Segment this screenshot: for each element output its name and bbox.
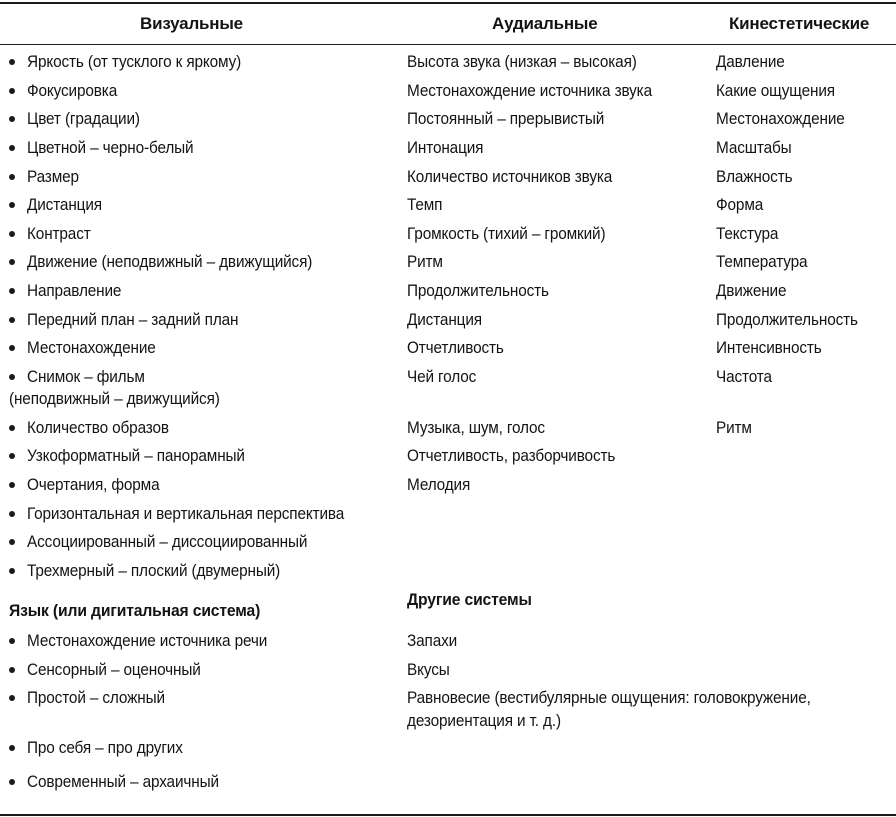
other-item: Запахи bbox=[407, 632, 458, 650]
other-section-title: Другие системы bbox=[407, 591, 532, 609]
visual-item: Передний план – задний план bbox=[27, 311, 239, 329]
visual-item: Цвет (градации) bbox=[27, 110, 140, 128]
auditory-item: Количество источников звука bbox=[407, 168, 613, 186]
bullet-icon bbox=[9, 667, 15, 673]
kinesthetic-item: Текстура bbox=[716, 225, 779, 243]
auditory-item: Постоянный – прерывистый bbox=[407, 110, 605, 128]
bullet-icon bbox=[9, 345, 15, 351]
visual-item-continuation: (неподвижный – движущийся) bbox=[9, 390, 220, 408]
bullet-icon bbox=[9, 425, 15, 431]
kinesthetic-item: Частота bbox=[716, 368, 772, 386]
visual-item: Размер bbox=[27, 168, 79, 186]
bullet-icon bbox=[9, 259, 15, 265]
other-item: Равновесие (вестибулярные ощущения: головокружение, bbox=[407, 689, 811, 707]
bullet-icon bbox=[9, 745, 15, 751]
header-auditory: Аудиальные bbox=[492, 14, 598, 33]
language-item: Простой – сложный bbox=[27, 689, 165, 707]
kinesthetic-item: Местонахождение bbox=[716, 110, 845, 128]
bullet-icon bbox=[9, 568, 15, 574]
kinesthetic-item: Давление bbox=[716, 53, 785, 71]
auditory-item: Музыка, шум, голос bbox=[407, 419, 545, 437]
bullet-icon bbox=[9, 453, 15, 459]
kinesthetic-item: Масштабы bbox=[716, 139, 792, 157]
auditory-item: Ритм bbox=[407, 253, 443, 271]
table-bottom-rule bbox=[0, 814, 896, 816]
language-section-title: Язык (или дигитальная система) bbox=[9, 602, 261, 620]
bullet-icon bbox=[9, 288, 15, 294]
auditory-item: Отчетливость bbox=[407, 339, 504, 357]
bullet-icon bbox=[9, 695, 15, 701]
auditory-item: Местонахождение источника звука bbox=[407, 82, 652, 100]
visual-item: Цветной – черно-белый bbox=[27, 139, 194, 157]
visual-item: Количество образов bbox=[27, 419, 169, 437]
bullet-icon bbox=[9, 317, 15, 323]
bullet-icon bbox=[9, 202, 15, 208]
visual-item: Яркость (от тусклого к яркому) bbox=[27, 53, 242, 71]
visual-item: Узкоформатный – панорамный bbox=[27, 447, 245, 465]
bullet-icon bbox=[9, 511, 15, 517]
auditory-item: Чей голос bbox=[407, 368, 477, 386]
visual-item: Снимок – фильм bbox=[27, 368, 145, 386]
bullet-icon bbox=[9, 638, 15, 644]
bullet-icon bbox=[9, 482, 15, 488]
language-item: Местонахождение источника речи bbox=[27, 632, 268, 650]
auditory-item: Высота звука (низкая – высокая) bbox=[407, 53, 637, 71]
auditory-item: Интонация bbox=[407, 139, 484, 157]
visual-item: Контраст bbox=[27, 225, 91, 243]
kinesthetic-item: Движение bbox=[716, 282, 787, 300]
visual-item: Горизонтальная и вертикальная перспектива bbox=[27, 505, 345, 523]
visual-item: Местонахождение bbox=[27, 339, 156, 357]
kinesthetic-item: Продолжительность bbox=[716, 311, 858, 329]
table-top-rule bbox=[0, 2, 896, 4]
bullet-icon bbox=[9, 116, 15, 122]
auditory-item: Дистанция bbox=[407, 311, 482, 329]
bullet-icon bbox=[9, 88, 15, 94]
auditory-item: Продолжительность bbox=[407, 282, 549, 300]
kinesthetic-item: Температура bbox=[716, 253, 808, 271]
bullet-icon bbox=[9, 374, 15, 380]
visual-item: Трехмерный – плоский (двумерный) bbox=[27, 562, 281, 580]
auditory-item: Отчетливость, разборчивость bbox=[407, 447, 616, 465]
kinesthetic-item: Форма bbox=[716, 196, 764, 214]
visual-item: Очертания, форма bbox=[27, 476, 160, 494]
visual-item: Фокусировка bbox=[27, 82, 118, 100]
language-item: Сенсорный – оценочный bbox=[27, 661, 201, 679]
language-item: Про себя – про других bbox=[27, 739, 183, 757]
visual-item: Направление bbox=[27, 282, 122, 300]
bullet-icon bbox=[9, 539, 15, 545]
bullet-icon bbox=[9, 174, 15, 180]
language-item: Современный – архаичный bbox=[27, 773, 219, 791]
auditory-item: Мелодия bbox=[407, 476, 471, 494]
other-item: Вкусы bbox=[407, 661, 450, 679]
bullet-icon bbox=[9, 145, 15, 151]
bullet-icon bbox=[9, 779, 15, 785]
kinesthetic-item: Влажность bbox=[716, 168, 793, 186]
visual-item: Движение (неподвижный – движущийся) bbox=[27, 253, 313, 271]
bullet-icon bbox=[9, 59, 15, 65]
other-item-continuation: дезориентация и т. д.) bbox=[407, 712, 561, 730]
bullet-icon bbox=[9, 231, 15, 237]
kinesthetic-item: Интенсивность bbox=[716, 339, 822, 357]
visual-item: Ассоциированный – диссоциированный bbox=[27, 533, 308, 551]
visual-item: Дистанция bbox=[27, 196, 102, 214]
kinesthetic-item: Ритм bbox=[716, 419, 752, 437]
header-kinesthetic: Кинестетические bbox=[729, 14, 870, 33]
auditory-item: Громкость (тихий – громкий) bbox=[407, 225, 606, 243]
header-visual: Визуальные bbox=[140, 14, 243, 33]
table-header-rule bbox=[0, 44, 896, 45]
auditory-item: Темп bbox=[407, 196, 443, 214]
kinesthetic-item: Какие ощущения bbox=[716, 82, 835, 100]
